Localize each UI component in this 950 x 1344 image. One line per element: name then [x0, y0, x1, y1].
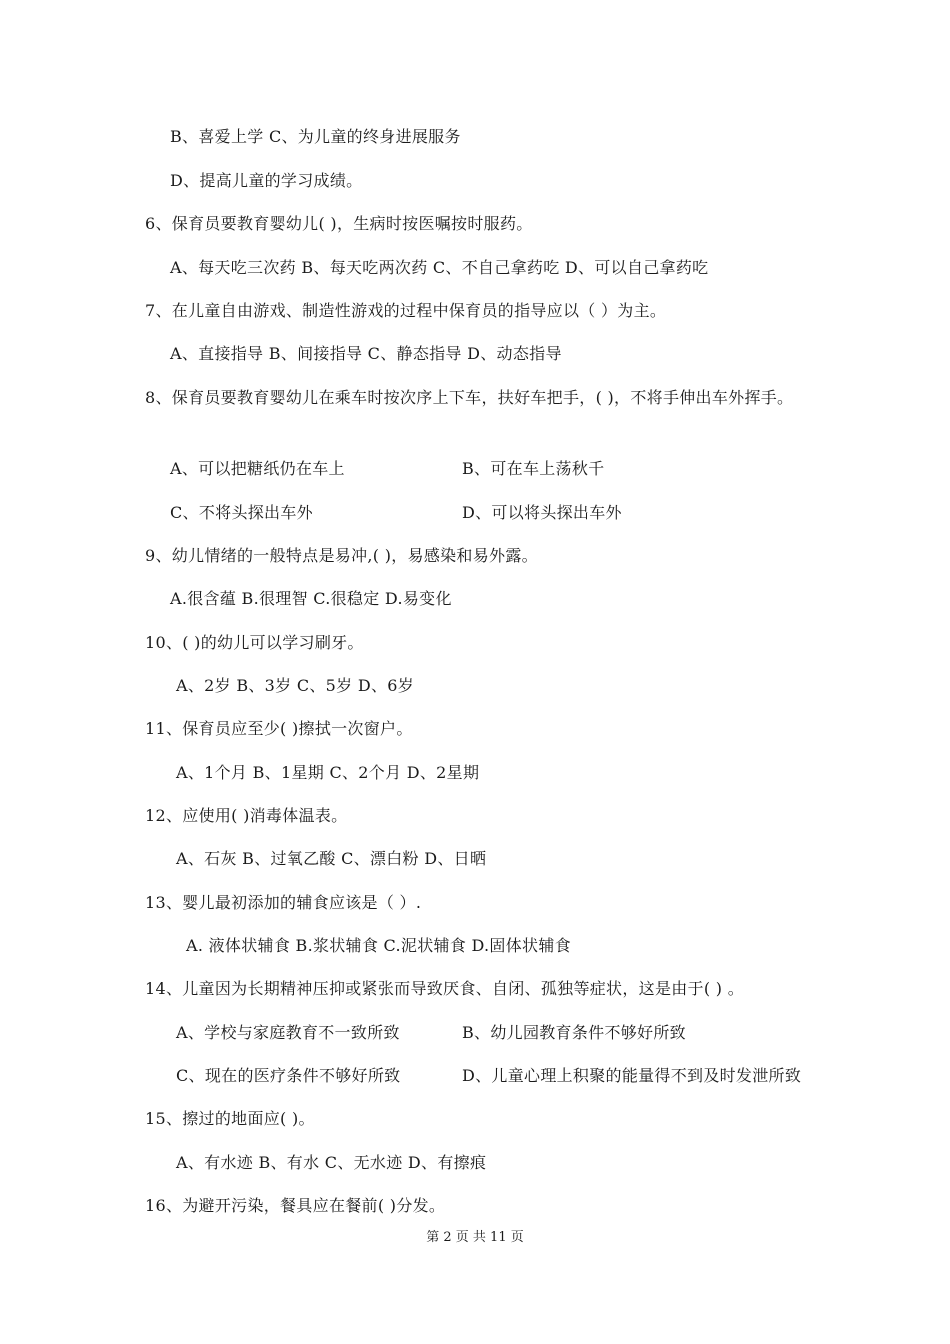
q8-option-c: C、不将头探出车外	[170, 503, 313, 522]
question-14: 14、儿童因为长期精神压抑或紧张而导致厌食、自闭、孤独等症状，这是由于( ) 。	[145, 979, 745, 998]
question-12: 12、应使用( )消毒体温表。	[145, 806, 348, 825]
page-footer: 第 2 页 共 11 页	[426, 1230, 524, 1245]
q7-options: A、直接指导 B、间接指导 C、静态指导 D、动态指导	[170, 344, 562, 363]
q15-options: A、有水迹 B、有水 C、无水迹 D、有擦痕	[176, 1153, 487, 1172]
q14-option-a: A、学校与家庭教育不一致所致	[176, 1023, 400, 1042]
q14-option-d: D、儿童心理上积聚的能量得不到及时发泄所致	[462, 1066, 802, 1085]
question-8: 8、保育员要教育婴幼儿在乘车时按次序上下车，扶好车把手，( )，不将手伸出车外挥手。	[145, 388, 794, 407]
q9-options: A.很含蕴 B.很理智 C.很稳定 D.易变化	[170, 589, 452, 608]
q14-option-b: B、幼儿园教育条件不够好所致	[462, 1023, 686, 1042]
q5-option-d: D、提高儿童的学习成绩。	[170, 171, 363, 190]
q8-option-a: A、可以把糖纸仍在车上	[170, 459, 345, 478]
q10-options: A、2岁 B、3岁 C、5岁 D、6岁	[176, 676, 415, 695]
q8-option-d: D、可以将头探出车外	[462, 503, 622, 522]
q13-options: A. 液体状辅食 B.浆状辅食 C.泥状辅食 D.固体状辅食	[186, 936, 571, 955]
q11-options: A、1个月 B、1星期 C、2个月 D、2星期	[176, 763, 480, 782]
q6-options: A、每天吃三次药 B、每天吃两次药 C、不自己拿药吃 D、可以自己拿药吃	[170, 258, 709, 277]
question-7: 7、在儿童自由游戏、制造性游戏的过程中保育员的指导应以（ ）为主。	[145, 301, 667, 320]
q5-option-bc: B、喜爱上学 C、为儿童的终身进展服务	[170, 127, 461, 146]
question-13: 13、婴儿最初添加的辅食应该是（ ）.	[145, 893, 422, 912]
question-15: 15、擦过的地面应( )。	[145, 1109, 315, 1128]
question-16: 16、为避开污染，餐具应在餐前( )分发。	[145, 1196, 446, 1215]
question-6: 6、保育员要教育婴幼儿( )，生病时按医嘱按时服药。	[145, 214, 533, 233]
q12-options: A、石灰 B、过氧乙酸 C、漂白粉 D、日晒	[176, 849, 487, 868]
question-11: 11、保育员应至少( )擦拭一次窗户。	[145, 719, 413, 738]
question-10: 10、( )的幼儿可以学习刷牙。	[145, 633, 364, 652]
q14-option-c: C、现在的医疗条件不够好所致	[176, 1066, 401, 1085]
q8-option-b: B、可在车上荡秋千	[462, 459, 605, 478]
question-9: 9、幼儿情绪的一般特点是易冲,( )，易感染和易外露。	[145, 546, 538, 565]
